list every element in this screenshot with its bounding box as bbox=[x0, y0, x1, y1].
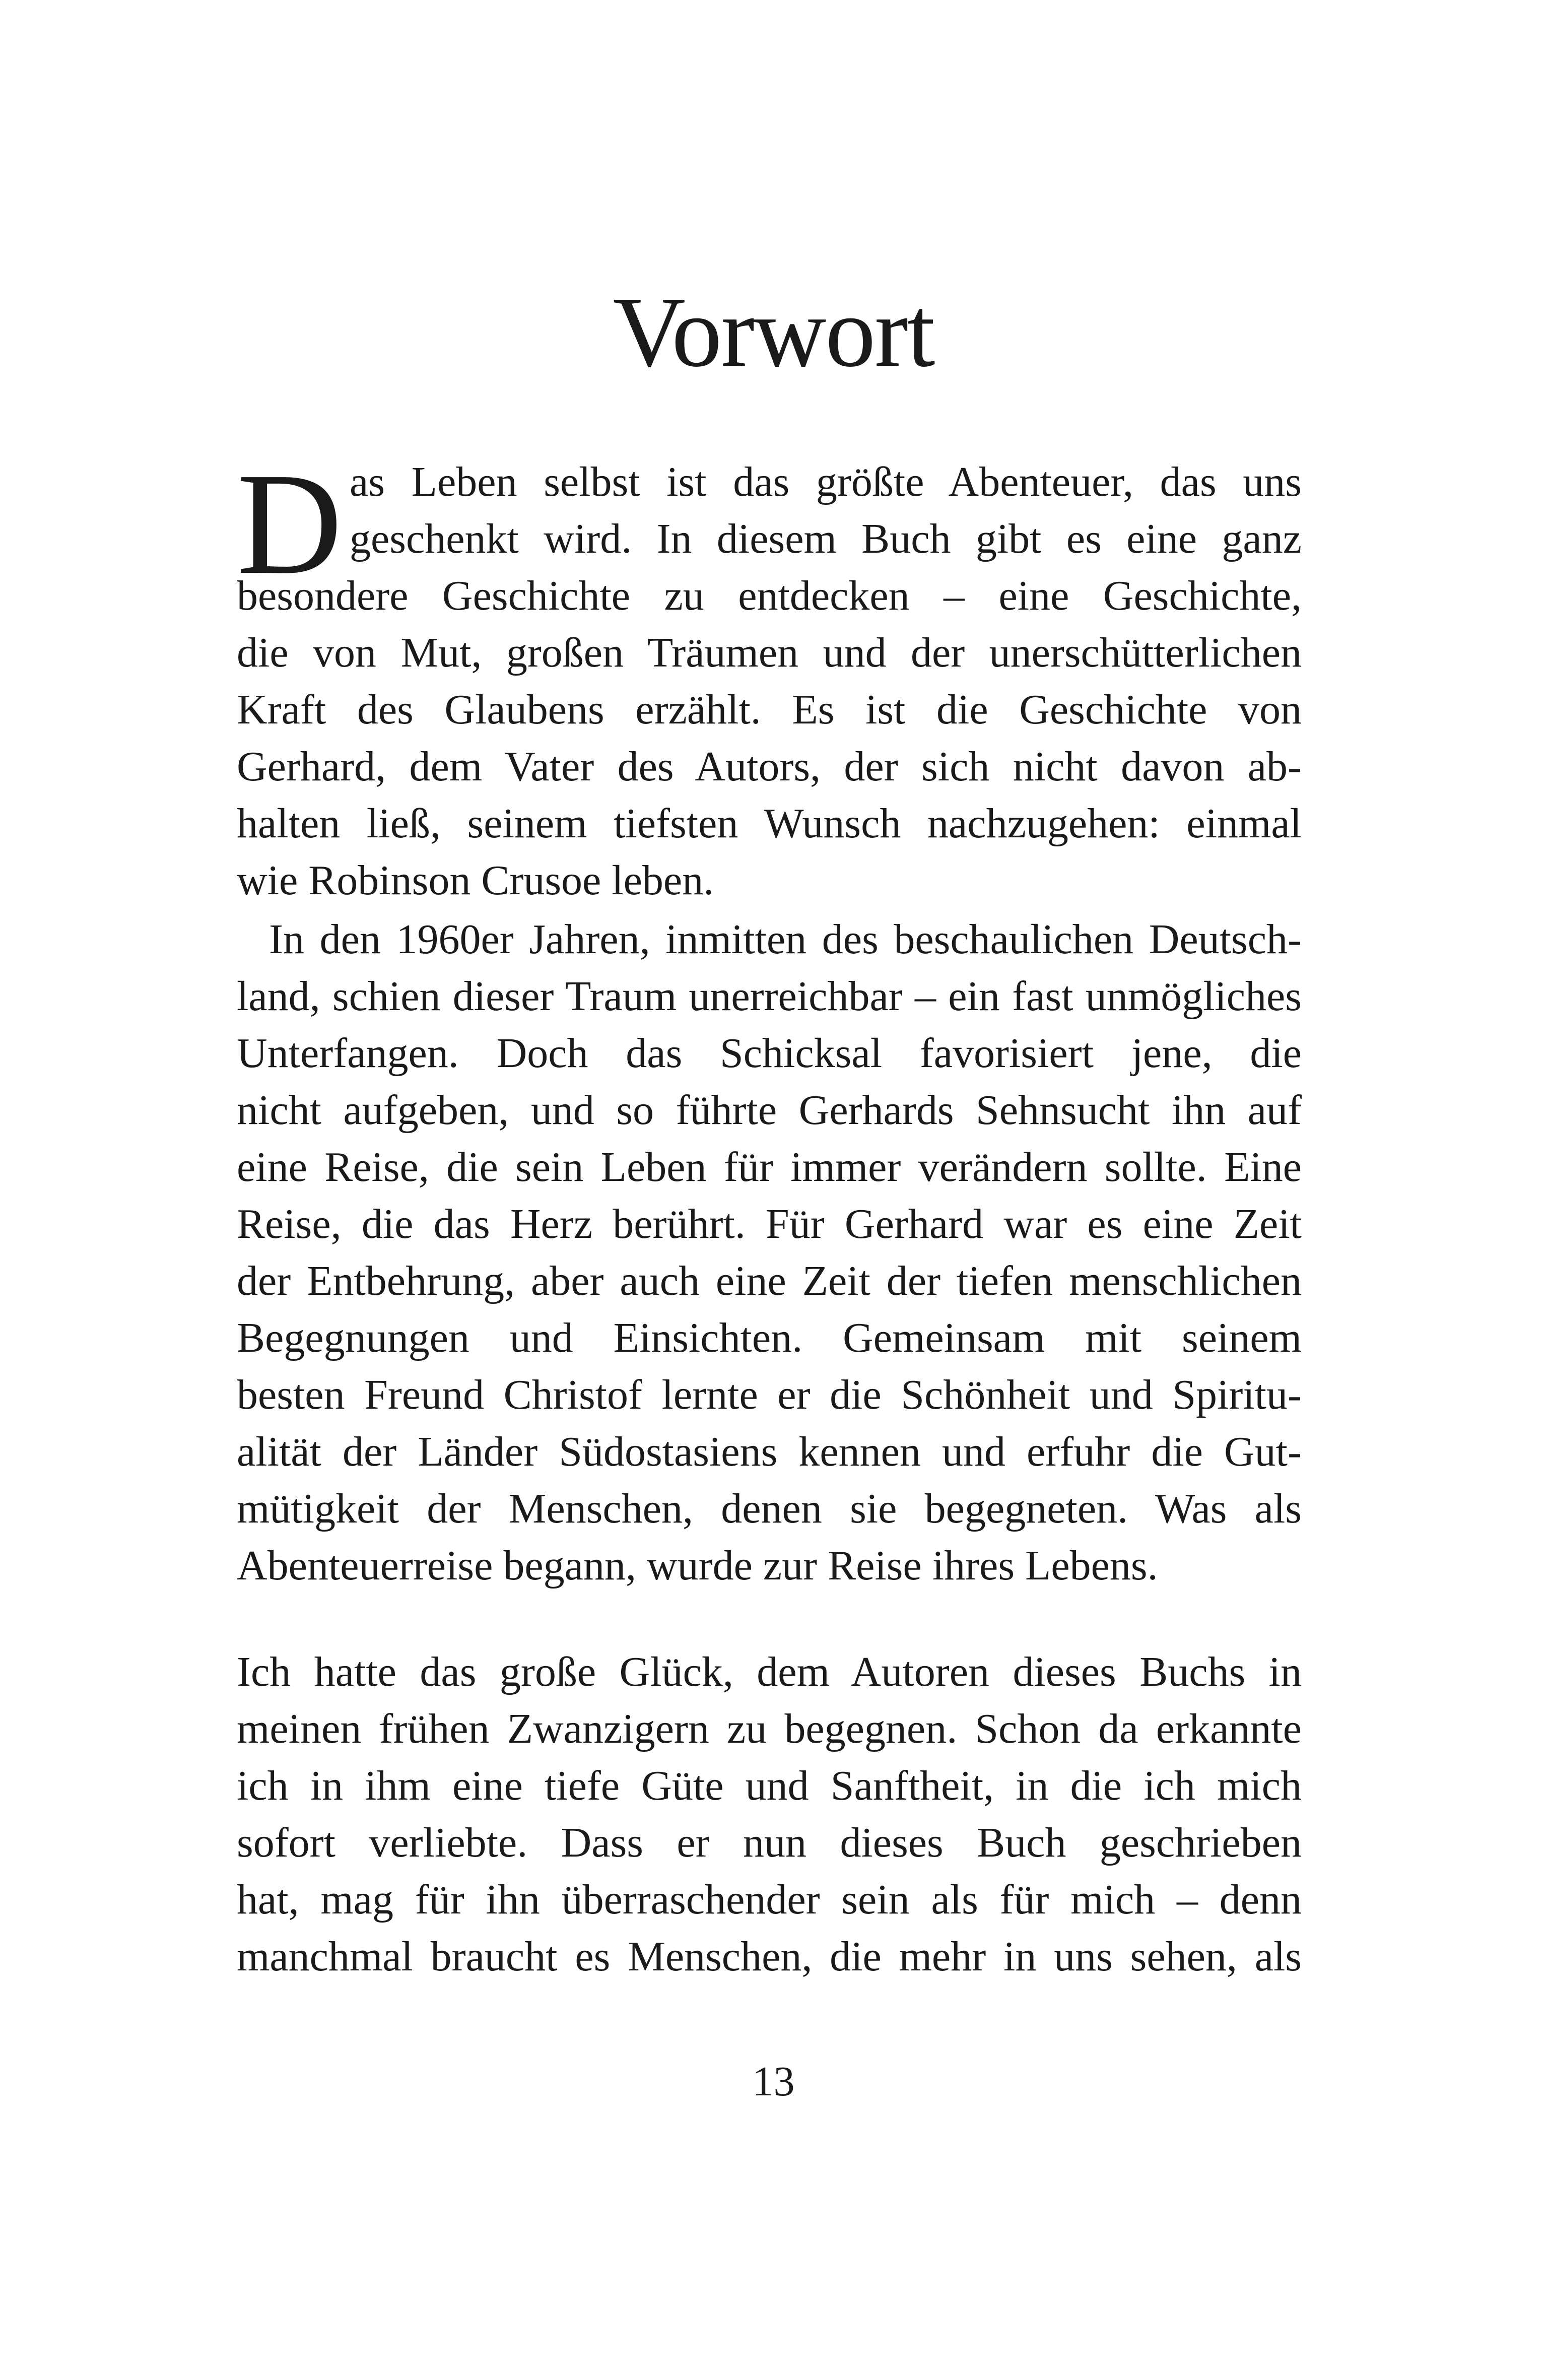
text-line: manchmal braucht es Menschen, die mehr in uns sehen, als bbox=[237, 1933, 1302, 1980]
text-line: die von Mut, großen Träumen und der unerschütterlichen bbox=[237, 629, 1302, 676]
text-line: Unterfangen. Doch das Schicksal favorisiert jene, die bbox=[237, 1030, 1302, 1077]
text-line: eine Reise, die sein Leben für immer verändern sollte. Eine bbox=[237, 1144, 1302, 1191]
text-line: halten ließ, seinem tiefsten Wunsch nachzugehen: einmal bbox=[237, 800, 1302, 847]
text-line: land, schien dieser Traum unerreichbar – ein fast unmögliches bbox=[237, 973, 1302, 1020]
text-line: alität der Länder Südostasiens kennen und erfuhr die Gut- bbox=[237, 1428, 1302, 1475]
text-line: geschenkt wird. In diesem Buch gibt es eine ganz bbox=[350, 515, 1302, 562]
text-line: Kraft des Glaubens erzählt. Es ist die Geschichte von bbox=[237, 686, 1302, 733]
text-line: meinen frühen Zwanzigern zu begegnen. Schon da erkannte bbox=[237, 1705, 1302, 1752]
text-line: Gerhard, dem Vater des Autors, der sich nicht davon ab- bbox=[237, 743, 1302, 790]
paragraph-1 bbox=[237, 443, 1302, 909]
text-line: besondere Geschichte zu entdecken – eine Geschichte, bbox=[237, 572, 1302, 619]
text-line: Reise, die das Herz berührt. Für Gerhard war es eine Zeit bbox=[237, 1201, 1302, 1247]
text-line: Abenteuerreise begann, wurde zur Reise ihres Lebens. bbox=[237, 1542, 1158, 1589]
page-number: 13 bbox=[752, 2058, 795, 2105]
drop-cap: D bbox=[237, 443, 343, 605]
text-line: ich in ihm eine tiefe Güte und Sanftheit, in die ich mich bbox=[237, 1762, 1302, 1809]
chapter-title: Vorwort bbox=[613, 277, 934, 388]
text-line: sofort verliebte. Dass er nun dieses Buch geschrieben bbox=[237, 1819, 1302, 1866]
text-line: In den 1960er Jahren, inmitten des beschaulichen Deutsch- bbox=[269, 916, 1302, 963]
text-line: wie Robinson Crusoe leben. bbox=[237, 857, 714, 904]
text-line: mütigkeit der Menschen, denen sie begegneten. Was als bbox=[237, 1485, 1302, 1532]
paragraph-3 bbox=[237, 1643, 1302, 1985]
text-line: der Entbehrung, aber auch eine Zeit der tiefen menschlichen bbox=[237, 1258, 1302, 1304]
text-line: as Leben selbst ist das größte Abenteuer, das uns bbox=[350, 458, 1302, 505]
text-line: hat, mag für ihn überraschender sein als für mich – denn bbox=[237, 1876, 1302, 1923]
text-line: Ich hatte das große Glück, dem Autoren dieses Buchs in bbox=[237, 1648, 1302, 1695]
paragraph-2 bbox=[237, 911, 1302, 1594]
text-line: nicht aufgeben, und so führte Gerhards Sehnsucht ihn auf bbox=[237, 1087, 1302, 1134]
text-line: Begegnungen und Einsichten. Gemeinsam mit seinem bbox=[237, 1314, 1302, 1361]
text-line: besten Freund Christof lernte er die Schönheit und Spiritu- bbox=[237, 1371, 1302, 1418]
